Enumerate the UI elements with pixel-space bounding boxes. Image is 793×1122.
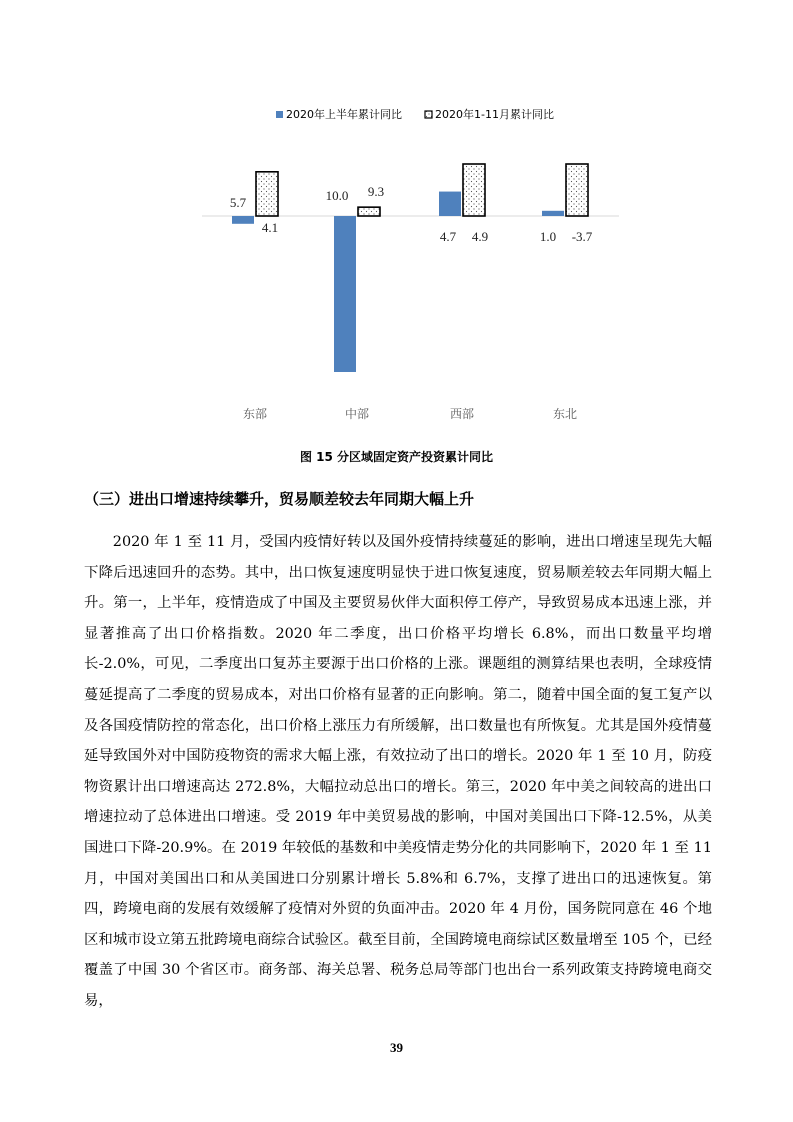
- bar-2-2: [358, 207, 380, 216]
- data-label-2-4: -3.7: [571, 229, 593, 244]
- bar-1-1: [232, 216, 254, 224]
- data-label-1-3: 4.7: [439, 229, 457, 244]
- legend-swatch-series-2: [425, 111, 432, 118]
- bar-1-2: [334, 216, 356, 372]
- section-heading: （三）进出口增速持续攀升，贸易顺差较去年同期大幅上升: [84, 490, 475, 508]
- data-label-2-2: 9.3: [367, 184, 385, 199]
- data-label-2-3: 4.9: [471, 229, 489, 244]
- legend-label-series-1: 2020年上半年累计同比: [286, 108, 402, 121]
- bar-2-4: [566, 164, 588, 216]
- bar-2-1: [256, 172, 278, 216]
- category-axis-labels: [243, 406, 577, 421]
- chart-bars: [230, 164, 593, 372]
- figure-caption: 图 15 分区域固定资产投资累计同比: [299, 450, 494, 464]
- legend-label-series-2: 2020年1-11月累计同比: [435, 108, 554, 121]
- data-label-2-1: 4.1: [261, 220, 279, 235]
- legend-swatch-series-1: [276, 111, 283, 118]
- data-label-1-1: 5.7: [229, 195, 247, 210]
- category-label-4: 东北: [552, 407, 578, 421]
- page-number: 39: [390, 1040, 403, 1055]
- category-label-1: 东部: [242, 407, 268, 421]
- bar-1-4: [542, 211, 564, 216]
- bar-1-3: [439, 192, 461, 216]
- data-label-1-2: 10.0: [325, 188, 349, 203]
- data-label-1-4: 1.0: [539, 229, 557, 244]
- category-label-2: 中部: [344, 407, 370, 421]
- body-paragraph: 2020 年 1 至 11 月，受国内疫情好转以及国外疫情持续蔓延的影响，进出口增速呈现先大幅下降后迅速回升的态势。其中，出口恢复速度明显快于进口恢复速度，贸易顺差较去年同期大幅上升。第一，上半年，疫情造成了中国及主要贸易伙伴大面积停工停产，导致贸易成本迅速上涨，并显著推高了出口价格指数。2020 年二季度，出口价格平均增长 6.8%，而出口数量平均增长-2.0%，可见，二季度出口复苏主要源于出口价格的上涨。课题组的测算结果也表明，全球疫情蔓延提高了二季度的贸易成本，对出口价格有显著的正向影响。第二，随着中国全面的复工复产以及各国疫情防控的常态化，出口价格上涨压力有所缓解，出口数量也有所恢复。尤其是国外疫情蔓延导致国外对中国防疫物资的需求大幅上涨，有效拉动了出口的增长。2020 年 1 至 10 月，防疫物资累计出口增速高达 272.8%，大幅拉动总出口的增长。第三，2020 年中美之间较高的进出口增速拉动了总体进出口增速。受 2019 年中美贸易战的影响，中国对美国出口下降-12.5%，从美国进口下降-20.9%。在 2019 年较低的基数和中美疫情走势分化的共同影响下，2020 年 1 至 11 月，中国对美国出口和从美国进口分别累计增长 5.8%和 6.7%，支撑了进出口的迅速恢复。第四，跨境电商的发展有效缓解了疫情对外贸的负面冲击。2020 年 4 月份，国务院同意在 46 个地区和城市设立第五批跨境电商综合试验区。截至目前，全国跨境电商综试区数量增至 105 个，已经覆盖了中国 30 个省区市。商务部、海关总署、税务总局等部门也出台一系列政策支持跨境电商交易，: [84, 534, 712, 1009]
- bar-2-3: [463, 164, 485, 216]
- chart-legend: [276, 107, 554, 121]
- bar-chart: [0, 0, 793, 440]
- category-label-3: 西部: [449, 407, 475, 421]
